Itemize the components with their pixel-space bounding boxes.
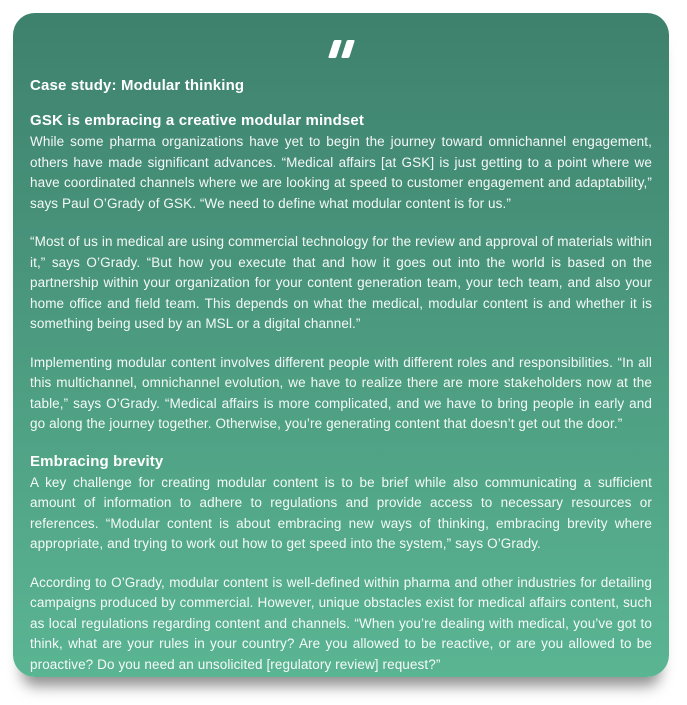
section-heading-gsk: GSK is embracing a creative modular mindset: [30, 112, 365, 129]
paragraph-key-challenge: A key challenge for creating modular content is to be brief while also communicating a sufficient amount of information to adhere to regulations and provide access to necessary resources or references. “Modular content is about embracing new ways of thinking, embracing brevity where appropriate, and trying to work out how to get speed into the system,” says O’Grady.: [30, 474, 652, 551]
card-title: Case study: Modular thinking: [30, 77, 245, 94]
quote-bar-left: [328, 40, 342, 58]
case-study-card: [13, 13, 669, 677]
paragraph-commercial-technology: “Most of us in medical are using commercial technology for the review and approval of materials within it,” says O’Grady. “But how you execute that and how it goes out into the world is based on the partnership within your organization for your content generation team, your tech team, and also your home office and field team. This depends on what the medical, modular content is and whether it is something being used by an MSL or a digital channel.”: [30, 234, 652, 331]
double-quote-icon: [30, 40, 652, 58]
paragraph-implementing-modular-content: Implementing modular content involves different people with different roles and responsibilities. “In all this multichannel, omnichannel evolution, we have to realize there are more stakeholders now at the table,” says O’Grady. “Medical affairs is more complicated, and we have to bring people in early and go along the journey together. Otherwise, you’re generating content that doesn’t get out the door.”: [30, 354, 652, 431]
section-heading-embracing-brevity: Embracing brevity: [30, 452, 164, 470]
quote-bar-right: [341, 40, 355, 58]
paragraph-omnichannel-engagement: While some pharma organizations have yet to begin the journey toward omnichannel engagement, others have made significant advances. “Medical affairs [at GSK] is just getting to a point where we have coordinated channels where we are looking at speed to customer engagement and adaptability,” says Paul O’Grady of GSK. “We need to define what modular content is for us.”: [30, 134, 652, 211]
paragraph-according-to-ogrady: According to O’Grady, modular content is well-defined within pharma and other industries for detailing campaigns produced by commercial. However, unique obstacles exist for medical affairs content, such as local regulations regarding content and channels. “When you’re dealing with medical, you’ve got to think, what are your rules in your country? Are you allowed to be reactive, or are you allowed to be proactive? Do you need an unsolicited [regulatory review] request?”: [30, 574, 652, 672]
